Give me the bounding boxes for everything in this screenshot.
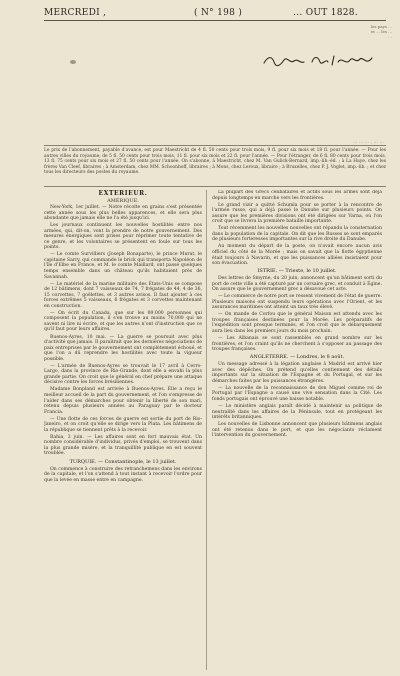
article-paragraph: Buenos-Ayres, 10 mai. — La guerre se poursuit avec plus d'activité que jamais. Il paraîtrait que les dernières négociations de paix entreprises par le gouvernement ont complètement échoué, et que l'on a dû reprendre les hostilités avec toute la vigueur possible. xyxy=(44,334,202,362)
article-paragraph: — Le ministère anglais paraît décidé à maintenir sa politique de neutralité dans les affaires de la Péninsule, tout en protégeant les intérêts britanniques. xyxy=(212,404,382,421)
article-paragraph: La plupart des Grecs célibataires et actifs sous les armes sont déjà depuis longtemps en marche vers les frontières. xyxy=(212,190,382,201)
dateline-heading: TURQUIE. — Constantinople, le 13 juillet. xyxy=(69,458,177,465)
article-paragraph: New-York, 1er juillet. — Notre récolte en grains s'est présentée cette année sous les plus belles apparences, et elle sera plus abondante que jamais elle ne l'a été jusqu'ici. xyxy=(44,205,202,222)
article-paragraph: — On mande de Corfou que le général Maison est attendu avec les troupes françaises destinées pour la Morée. Les préparatifs de l'expédition sont presque terminés, et l'on croit que le débarquement aura lieu dans les premiers jours du mois prochain. xyxy=(212,312,382,335)
article-paragraph: Un message adressé à la légation anglaise à Madrid est arrivé hier avec des dépêches. On prétend qu'elles contiennent des détails importants sur la situation de l'Espagne et du Portugal, et sur les démarches faites par les puissances étrangères. xyxy=(212,362,382,384)
article-paragraph: Des lettres de Smyrne, du 20 juin, annoncent qu'un bâtiment sorti du port de cette ville a été capturé par un corsaire grec, et conduit à Égine. On assure que le gouvernement grec a désavoué cet acte. xyxy=(212,276,382,293)
article-paragraph: — Le commerce de notre port se ressent vivement de l'état de guerre. Plusieurs maisons ont suspendu leurs opérations avec l'Orient, et les assurances maritimes ont atteint un taux très élevé. xyxy=(212,294,382,311)
masthead-rule xyxy=(44,20,386,21)
article-paragraph: — Une flotte de ces forces de guerre est sortie du port de Rio-Janeiro, et on croit qu'elle se dirige vers la Plata. Les bâtimens de la république se tiennent prêts à la recevoir. xyxy=(44,416,202,433)
article-paragraph: Les nouvelles de Lisbonne annoncent que plusieurs bâtimens anglais ont été retenus dans le port, et que les négociants réclament l'intervention du gouvernement. xyxy=(212,422,382,439)
dateline-heading: ANGLETERRE. — Londres, le 8 août. xyxy=(249,354,345,361)
article-paragraph: On commence à construire des retranchemens dans les environs de la capitale, et l'on s'attend à tout instant à recevoir l'ordre pour que la levée en masse entre en campagne. xyxy=(44,466,202,483)
article-paragraph: — On écrit du Canada, que sur les 89,000 personnes qui composent la population, il s'en trouve au moins 70,000 qui ne savent ni lire ni écrire, et que les autres n'ont d'instruction que ce qu'il faut pour leurs affaires. xyxy=(44,310,202,333)
ink-smudge xyxy=(70,60,76,64)
masthead-day: MERCREDI , xyxy=(44,8,107,18)
handwritten-annotation xyxy=(262,50,380,70)
article-paragraph: — La nouvelle de la reconnaissance de don Miguel comme roi de Portugal par l'Espagne a causé une vive sensation dans la Cité. Les fonds portugais ont éprouvé une baisse notable. xyxy=(212,385,382,402)
masthead xyxy=(44,6,386,22)
section-heading-exterieur: EXTÉRIEUR. xyxy=(98,190,148,197)
article-paragraph: — L'armée de Buenos-Ayres se trouvait le 17 avril à Cerro-Largo, dans la province de Rio-Grande, dont elle a envahi la plus grande partie. On croit que le général en chef prépare une attaque décisive contre les forces brésiliennes. xyxy=(44,363,202,386)
article-paragraph: Bahia, 3 juin. — Les affaires sont en fort mauvais état. Un nombre considérable d'individus, privés d'emploi, se trouvent dans la plus grande misère, et la tranquillité publique en est souvent troublée. xyxy=(44,434,202,457)
article-paragraph: Tout récemment les nouvelles nouvelles ont répandu la consternation dans la population de la capitale. On dit que les Russes se sont emparés de plusieurs forteresses importantes sur la rive droite du Danube. xyxy=(212,226,382,243)
article-paragraph: Au moment du départ de la poste, on n'avait encore aucun avis officiel du côté de la Morée ; mais on savait que la flotte égyptienne était toujours à Navarin, et que les puissances alliées insistaient pour son évacuation. xyxy=(212,244,382,267)
subscription-notice: Le prix de l'abonnement, payable d'avance, est pour Maestricht de 4 fl. 50 cents pour trois mois, 9 fl. pour six mois et 18 fl. pour l'année. — Pour les autres villes du royaume, de 5 fl. 50 cents pour trois mois, 11 fl. pour six mois et 22 fl. pour l'année. — Pour l'étranger, de 6 fl. 80 cents pour trois mois, 13 fl. 75 cents pour six mois et 27 fl. 50 cents pour l'année. On s'abonne, à Maestricht, chez M. Van Gulick-Bernard, imp.-lib.-éd. ; à La Haye, chez les frères Van Cleef, libraires ; à Amsterdam, chez MM. Schoonhoff, libraires ; à Mons, chez Leroux, libraire ; à Bruxelles, chez P. J. Voglet, imp.-lib. ; et chez tous les directeurs des postes du royaume. xyxy=(44,145,386,187)
article-paragraph: Les journaux continuent les nouvelles hostilités entre nos armées, qui, dit-on, vont la prendre de notre gouvernement. Des mesures énergiques sont prises pour réprimer toute tentative de ce genre, et les volontaires se présentent en foule sur tous les points. xyxy=(44,223,202,251)
right-column-articles xyxy=(212,190,382,439)
column-divider xyxy=(206,190,207,670)
article-paragraph: Le grand vizir a quitté Schumla pour se porter à la rencontre de l'armée russe, qui a déjà passé le Danube sur plusieurs points. On assure que les premières divisions ont été dirigées sur Varna, où l'on croit que se livrera la première bataille importante. xyxy=(212,202,382,225)
article-paragraph: — Les Albanais se sont rassemblés en grand nombre sur les frontières, et l'on craint qu'ils ne cherchent à s'opposer au passage des troupes françaises. xyxy=(212,336,382,353)
article-paragraph: Madame Bonpland est arrivée à Buenos-Ayres. Elle a reçu le meilleur accueil de la part du gouvernement, et l'on s'empresse de l'aider dans ses démarches pour obtenir la liberté de son mari, retenu depuis plusieurs années au Paraguay par le docteur Francia. xyxy=(44,387,202,415)
dateline-heading: ISTRIE. — Trieste, le 10 juillet. xyxy=(257,268,337,275)
masthead-date: ... OUT 1828. xyxy=(293,8,358,18)
printer-imprint: ... ... ... , ... ... xyxy=(353,139,384,144)
left-column-articles xyxy=(44,205,202,483)
article-paragraph: — Le comte Survilliers (Joseph Bonaparte), le prince Murat, le capitaine Sarry, qui commande le brick qui transporta Napoléon de l'île d'Elbe en France, et M. le comte Maillard, ont passé quelques temps ensemble dans un château qu'ils habitaient près de Savannah. xyxy=(44,252,202,280)
left-column xyxy=(44,190,202,670)
right-column xyxy=(212,190,382,670)
article-paragraph: — Le matériel de la marine militaire des États-Unis se compose de 12 bâtimens, dont 7 vaisseaux de 74, 7 frégates de 44, 4 de 36, 15 corvettes, 7 goëlettes, et 3 autres avisos. Il faut ajouter à ces forces extrêmes 5 vaisseaux, 6 frégates et 3 corvettes maintenant en construction. xyxy=(44,281,202,309)
issue-number: ( N° 198 ) xyxy=(194,8,243,18)
margin-note: les pays ... et ... les ... ... xyxy=(370,24,392,39)
section-subheading-amerique: AMÉRIQUE. xyxy=(107,198,139,204)
